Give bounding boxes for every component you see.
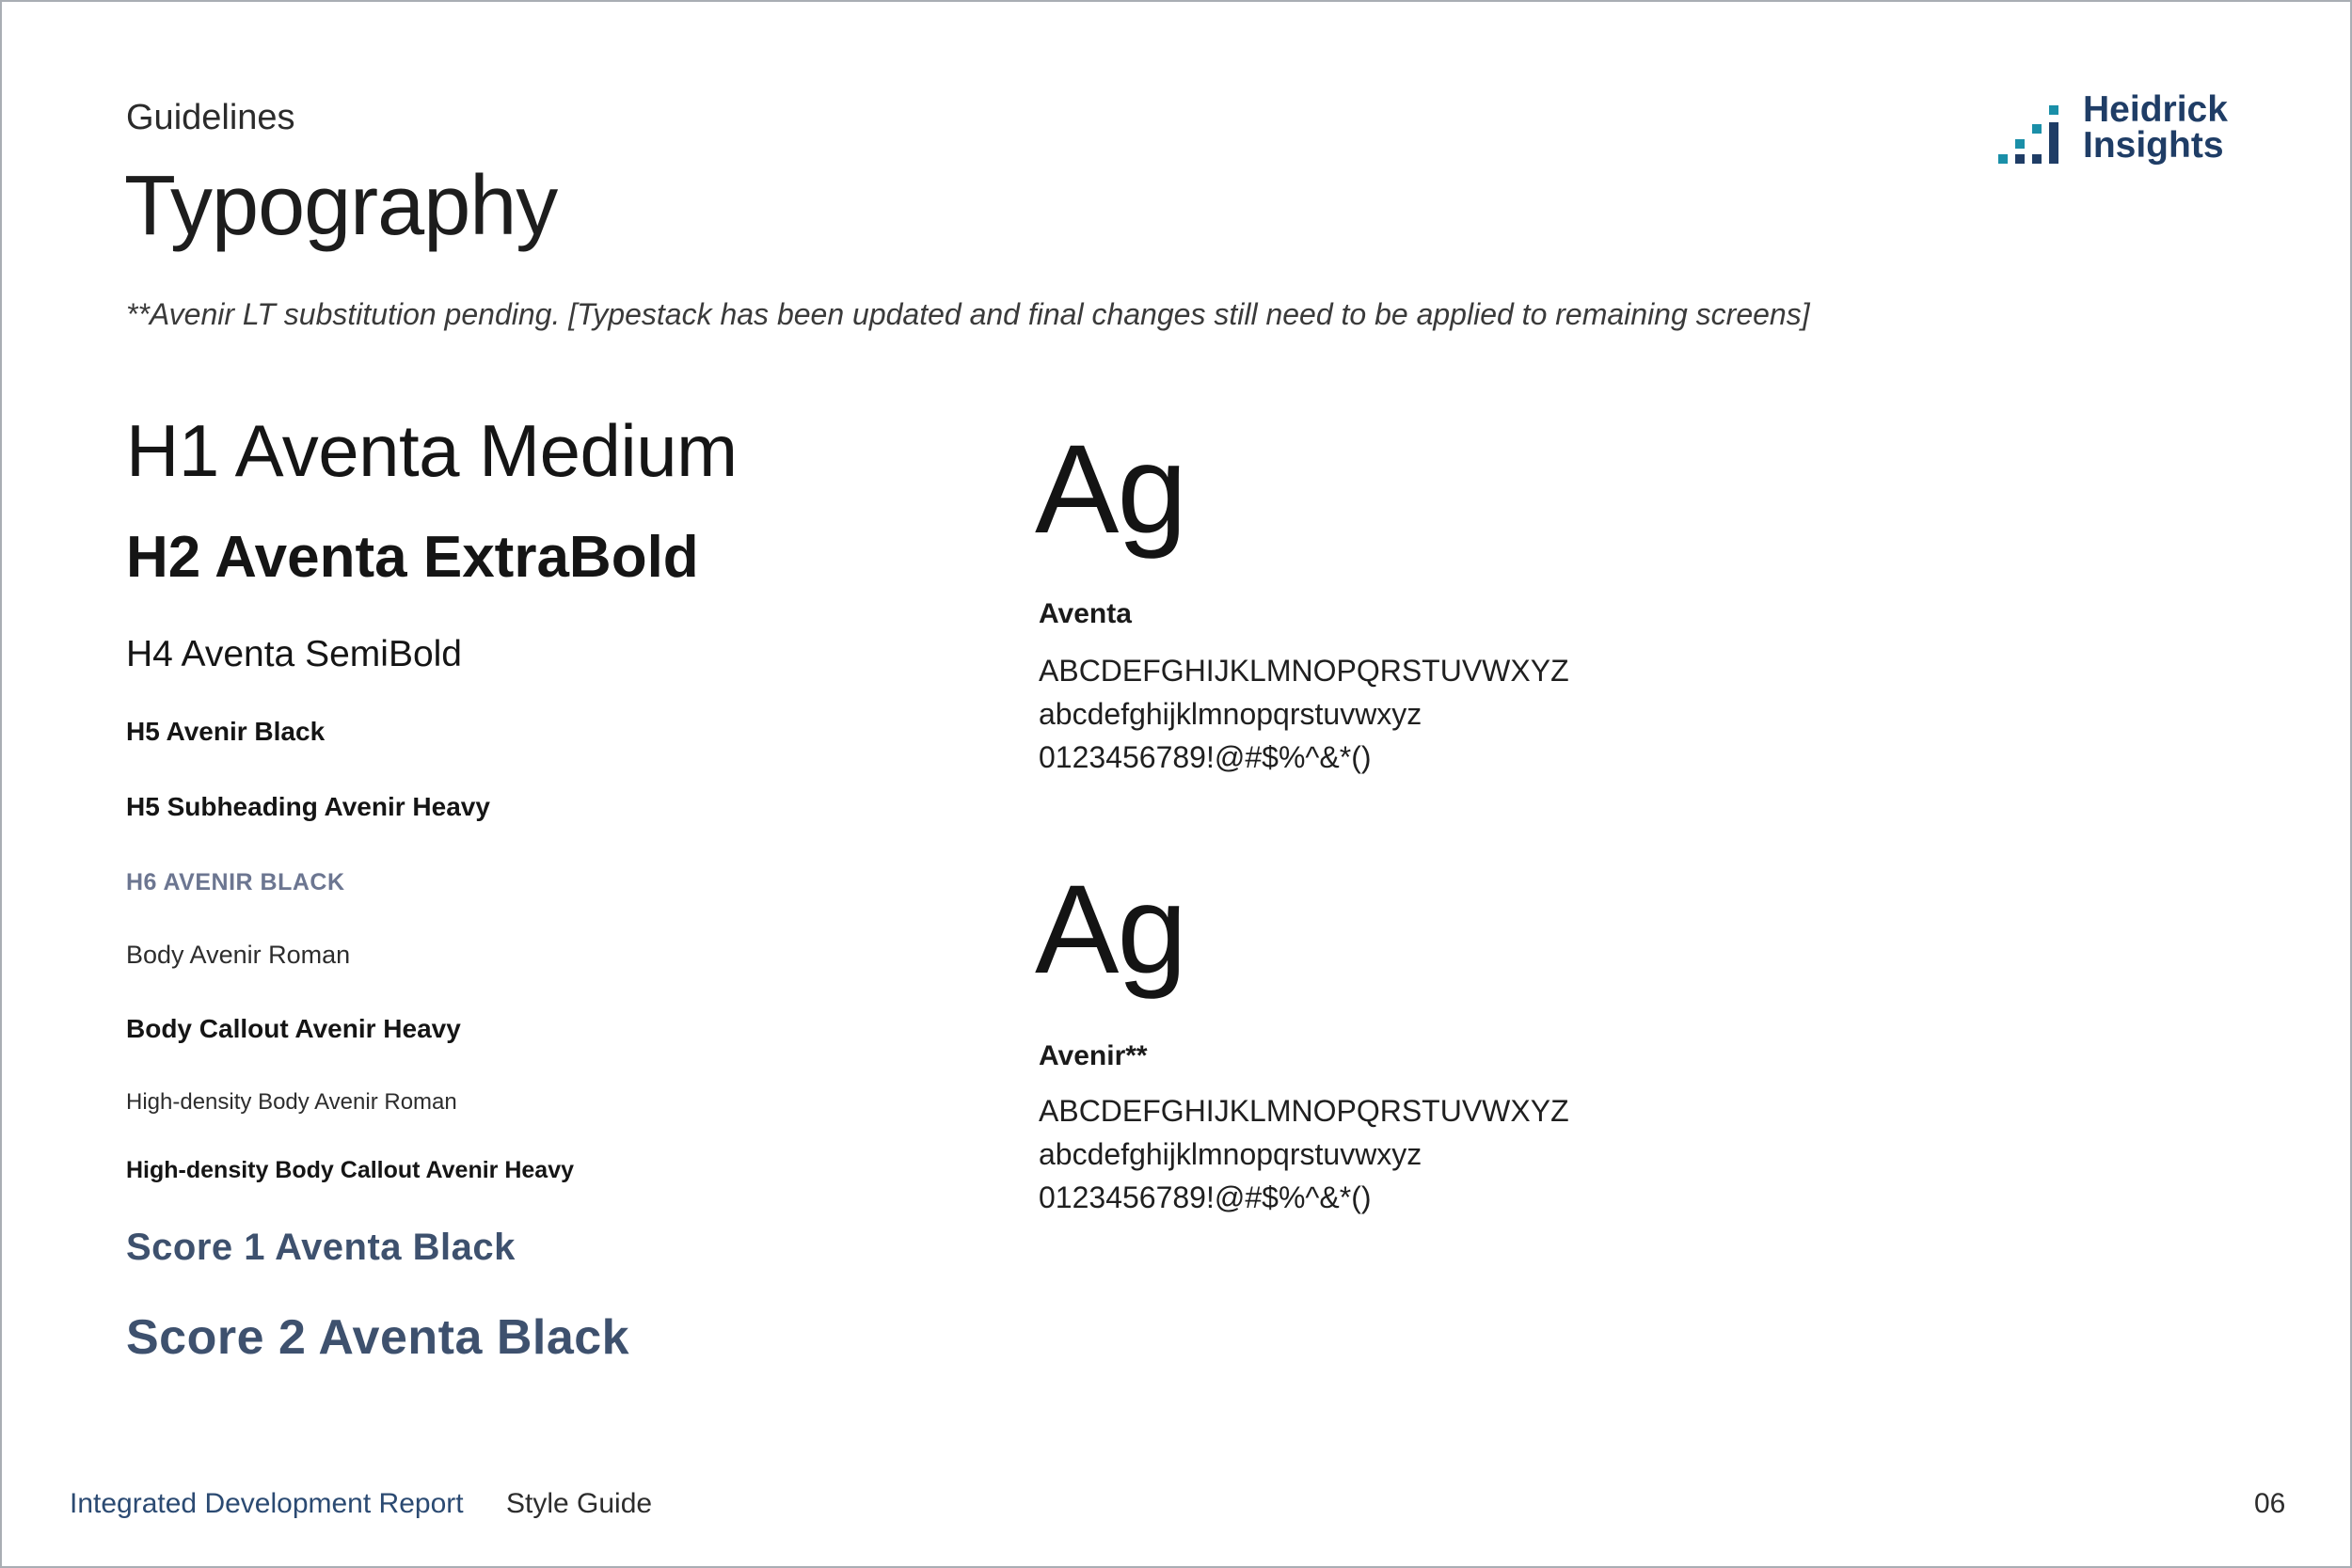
- spec-body: Body Avenir Roman: [126, 941, 351, 969]
- glyphs-numerals: 0123456789!@#$%^&*(): [1039, 740, 1372, 774]
- glyph-set-aventa: [1039, 649, 1569, 779]
- glyphs-uppercase: ABCDEFGHIJKLMNOPQRSTUVWXYZ: [1039, 654, 1569, 688]
- font-name-aventa: Aventa: [1039, 598, 1132, 629]
- glyphs-numerals: 0123456789!@#$%^&*(): [1039, 1180, 1372, 1214]
- heidrick-insights-logo: [1996, 89, 2232, 177]
- section-eyebrow: Guidelines: [126, 98, 295, 137]
- spec-h4: H4 Aventa SemiBold: [126, 634, 462, 674]
- footer-report-title: Integrated Development Report: [70, 1488, 464, 1519]
- spec-h5-subheading: H5 Subheading Avenir Heavy: [126, 792, 490, 821]
- glyph-set-avenir: [1039, 1089, 1569, 1219]
- page-title: Typography: [124, 159, 558, 253]
- footer-style-guide: Style Guide: [506, 1488, 653, 1519]
- font-sample-aventa: Ag: [1035, 420, 1185, 560]
- spec-body-callout: Body Callout Avenir Heavy: [126, 1014, 461, 1043]
- glyphs-uppercase: ABCDEFGHIJKLMNOPQRSTUVWXYZ: [1039, 1094, 1569, 1128]
- glyphs-lowercase: abcdefghijklmnopqrstuvwxyz: [1039, 1137, 1422, 1171]
- spec-h2: H2 Aventa ExtraBold: [126, 525, 699, 590]
- font-sample-avenir: Ag: [1035, 860, 1185, 1000]
- spec-score-2: Score 2 Aventa Black: [126, 1310, 630, 1365]
- spec-h6: H6 AVENIR BLACK: [126, 869, 345, 895]
- substitution-note: **Avenir LT substitution pending. [Typestack has been updated and final changes still need to be applied to remaining screens]: [126, 297, 1810, 331]
- glyphs-lowercase: abcdefghijklmnopqrstuvwxyz: [1039, 697, 1422, 731]
- logo-wordmark: [2083, 89, 2228, 166]
- spec-h5: H5 Avenir Black: [126, 717, 326, 746]
- logo-line-1: Heidrick: [2083, 89, 2228, 130]
- bar-chart-dots-icon: [1996, 103, 2072, 169]
- spec-high-density-body: High-density Body Avenir Roman: [126, 1089, 457, 1115]
- page-number: 06: [2254, 1488, 2286, 1519]
- logo-line-2: Insights: [2083, 125, 2224, 166]
- spec-high-density-callout: High-density Body Callout Avenir Heavy: [126, 1157, 575, 1183]
- font-name-avenir: Avenir**: [1039, 1040, 1148, 1071]
- spec-h1: H1 Aventa Medium: [126, 409, 738, 492]
- spec-score-1: Score 1 Aventa Black: [126, 1227, 516, 1268]
